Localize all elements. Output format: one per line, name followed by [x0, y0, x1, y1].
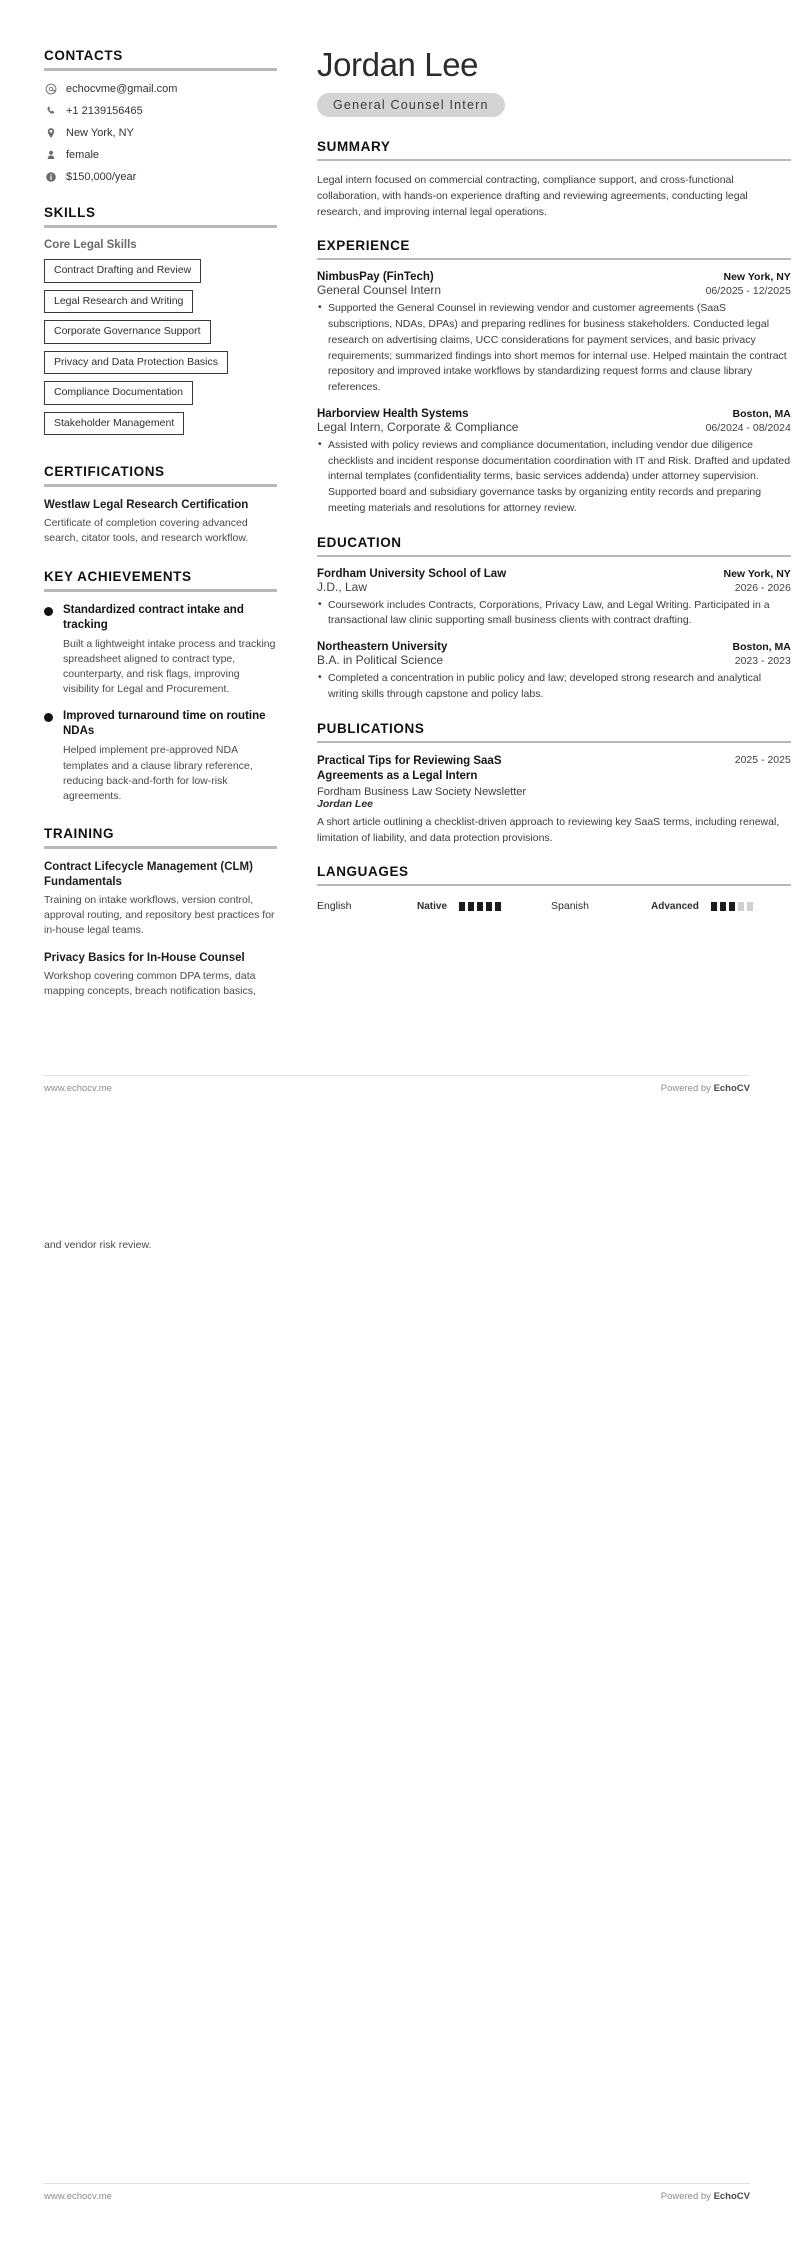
education-entry — [317, 568, 791, 630]
skill-chip: Legal Research and Writing — [44, 290, 193, 314]
training-title: Privacy Basics for In-House Counsel — [44, 951, 245, 964]
publication-entry — [317, 754, 791, 847]
key-achievements-section — [44, 569, 277, 805]
education-location: New York, NY — [723, 567, 791, 580]
languages-heading: LANGUAGES — [317, 864, 409, 880]
skill-chip: Stakeholder Management — [44, 412, 184, 436]
footer-powered-label: Powered by — [660, 1083, 714, 1094]
training-title: Contract Lifecycle Management (CLM) Fundamentals — [44, 861, 253, 889]
publication-title: Practical Tips for Reviewing SaaS Agreements as a Legal Intern — [317, 754, 502, 783]
achievement-desc: Built a lightweight intake process and tracking spreadsheet aligned to contract type, counterparty, and risk flags, improving visibility for Legal and Procurement. — [63, 637, 276, 696]
email-icon — [44, 82, 57, 95]
location-pin-icon — [44, 126, 57, 139]
language-rating — [459, 902, 501, 911]
footer-site-url[interactable]: www.echocv.me — [44, 1083, 112, 1094]
footer-site-url[interactable]: www.echocv.me — [44, 2191, 112, 2202]
contact-gender — [44, 148, 277, 161]
key-achievements-heading: KEY ACHIEVEMENTS — [44, 568, 192, 584]
experience-bullet: • Assisted with policy reviews and compliance documentation, including vendor due diligence checklists and incident response documentation coordination with IT and Risk. Drafted and updated internal templates (confidentiality terms, basic services addenda) under attorney supervision. Supported board and subsidiary governance tasks by organizing entity records and preparing meeting materials and resolutions for attorney review. — [317, 438, 791, 517]
certifications-section — [44, 464, 277, 546]
skill-chip: Corporate Governance Support — [44, 320, 211, 344]
experience-dates: 06/2025 - 12/2025 — [705, 285, 791, 298]
rating-dot — [459, 902, 465, 911]
experience-section — [317, 238, 791, 516]
section-divider — [44, 846, 277, 849]
contact-email-value: echocvme@gmail.com — [66, 82, 178, 95]
publication-dates: 2025 - 2025 — [734, 753, 791, 766]
section-divider — [317, 741, 791, 743]
footer-brand-name: EchoCV — [713, 1083, 750, 1094]
publications-heading: PUBLICATIONS — [317, 720, 425, 736]
section-divider — [44, 225, 277, 228]
experience-role: General Counsel Intern — [317, 283, 442, 298]
publication-desc: A short article outlining a checklist-driven approach to reviewing key SaaS terms, including renewal, limitation of liability, and data protection provisions. — [317, 815, 780, 844]
experience-role: Legal Intern, Corporate & Compliance — [317, 419, 519, 434]
education-heading: EDUCATION — [317, 534, 402, 550]
training-item — [44, 860, 277, 939]
contacts-heading: CONTACTS — [44, 48, 123, 63]
education-location: Boston, MA — [732, 641, 791, 654]
achievement-title: Improved turnaround time on routine NDAs — [63, 710, 266, 738]
section-divider — [44, 589, 277, 592]
experience-bullets — [317, 301, 791, 396]
language-name: Spanish — [551, 900, 589, 913]
training-item — [44, 951, 277, 999]
rating-dot — [468, 902, 474, 911]
experience-bullets — [317, 438, 791, 517]
experience-org: Harborview Health Systems — [317, 407, 469, 420]
education-bullet: • Completed a concentration in public policy and law; developed strong research and analytical writing skills through capstone and policy labs. — [317, 671, 791, 703]
language-rating — [711, 902, 753, 911]
experience-org: NimbusPay (FinTech) — [317, 271, 434, 284]
section-divider — [44, 68, 277, 71]
summary-text: Legal intern focused on commercial contracting, compliance support, and cross-functional collaboration, with hands-on experience drafting and reviewing agreements, conducting legal research, and improving internal legal operations. — [317, 173, 748, 219]
rating-dot — [477, 902, 483, 911]
languages-section — [317, 864, 791, 912]
certification-title: Westlaw Legal Research Certification — [44, 499, 249, 512]
achievement-item — [44, 709, 277, 804]
education-section — [317, 535, 791, 703]
rating-dot — [747, 902, 753, 911]
skills-section — [44, 205, 277, 442]
language-row — [317, 900, 791, 912]
education-dates: 2026 - 2026 — [734, 581, 791, 594]
skills-group-title: Core Legal Skills — [44, 239, 137, 251]
contact-gender-value: female — [66, 148, 100, 161]
publication-author: Jordan Lee — [317, 797, 374, 810]
certification-desc: Certificate of completion covering advanced search, citator tools, and research workflow. — [44, 517, 249, 545]
contact-phone-value: +1 2139156465 — [66, 104, 143, 117]
education-degree: J.D., Law — [317, 579, 368, 594]
contact-location-value: New York, NY — [66, 126, 134, 139]
contact-salary-value: $150,000/year — [66, 170, 137, 183]
training-heading: TRAINING — [44, 826, 115, 842]
page-footer — [44, 2183, 750, 2202]
skills-heading: SKILLS — [44, 205, 96, 220]
training-desc: Training on intake workflows, version control, approval routing, and repository best practices for in-house legal teams. — [44, 894, 275, 937]
bullet-dot-icon — [44, 713, 53, 722]
achievement-title: Standardized contract intake and tracking — [63, 603, 244, 631]
skill-chip: Compliance Documentation — [44, 381, 193, 405]
person-icon — [44, 148, 57, 161]
certification-item — [44, 498, 277, 546]
footer-brand — [661, 1083, 750, 1094]
resume-sheet-2 — [0, 1123, 794, 2246]
contact-phone — [44, 104, 277, 117]
experience-location: Boston, MA — [732, 407, 791, 420]
section-divider — [44, 484, 277, 487]
page-footer — [44, 1075, 750, 1094]
section-divider — [317, 159, 791, 161]
summary-heading: SUMMARY — [317, 138, 391, 154]
achievement-desc: Helped implement pre-approved NDA templates and a clause library reference, reducing back-and-forth for low-risk agreements. — [63, 744, 253, 802]
certifications-heading: CERTIFICATIONS — [44, 464, 165, 480]
section-divider — [317, 884, 791, 886]
skills-chip-list — [44, 259, 277, 442]
experience-entry — [317, 271, 791, 396]
sidebar — [44, 48, 299, 1123]
education-bullet: • Coursework includes Contracts, Corporations, Privacy Law, and Legal Writing. Participated in a transactional law clinic supporting small business clients with contract drafting. — [317, 598, 791, 630]
summary-section — [317, 139, 791, 221]
language-level: Native — [417, 900, 448, 912]
contacts-section — [44, 48, 277, 183]
experience-bullet: • Supported the General Counsel in reviewing vendor and customer agreements (SaaS subscriptions, NDAs, DPAs) and preparing redlines for business stakeholders. Conducted legal research on advertising claims, UCC considerations for payment services, and basic privacy requirements; summarized findings into short memos for internal use. Helped maintain the contract repository and improved intake workflows by standardizing request forms and clause library references. — [317, 301, 791, 396]
rating-dot — [711, 902, 717, 911]
experience-heading: EXPERIENCE — [317, 238, 411, 254]
education-degree: B.A. in Political Science — [317, 653, 444, 668]
education-bullets — [317, 598, 791, 630]
publications-section — [317, 721, 791, 847]
bullet-dot-icon — [44, 607, 53, 616]
experience-entry — [317, 408, 791, 517]
rating-dot — [486, 902, 492, 911]
rating-dot — [720, 902, 726, 911]
footer-brand-name: EchoCV — [713, 2191, 750, 2202]
main-content — [299, 48, 791, 1123]
skill-chip: Contract Drafting and Review — [44, 259, 201, 283]
experience-dates: 06/2024 - 08/2024 — [705, 421, 791, 434]
skill-chip: Privacy and Data Protection Basics — [44, 351, 228, 375]
rating-dot — [738, 902, 744, 911]
rating-dot — [495, 902, 501, 911]
rating-dot — [729, 902, 735, 911]
experience-location: New York, NY — [723, 271, 791, 284]
education-bullets — [317, 671, 791, 703]
training-continued-text: and vendor risk review. — [44, 1239, 152, 1251]
education-entry — [317, 641, 791, 703]
education-org: Northeastern University — [317, 641, 448, 654]
job-title-badge: General Counsel Intern — [317, 93, 505, 117]
info-icon — [44, 170, 57, 183]
education-org: Fordham University School of Law — [317, 567, 507, 580]
phone-icon — [44, 104, 57, 117]
publication-source: Fordham Business Law Society Newsletter — [317, 785, 527, 798]
language-name: English — [317, 900, 352, 913]
contact-email — [44, 82, 277, 95]
language-level: Advanced — [651, 900, 699, 912]
contact-salary — [44, 170, 277, 183]
contact-location — [44, 126, 277, 139]
footer-brand — [661, 2191, 750, 2202]
section-divider — [317, 555, 791, 557]
training-desc: Workshop covering common DPA terms, data mapping concepts, breach notification basics, — [44, 969, 256, 997]
footer-powered-label: Powered by — [660, 2191, 714, 2202]
training-section — [44, 826, 277, 999]
achievement-item — [44, 603, 277, 698]
section-divider — [317, 258, 791, 260]
page-title: Jordan Lee — [317, 46, 479, 83]
education-dates: 2023 - 2023 — [734, 655, 791, 668]
